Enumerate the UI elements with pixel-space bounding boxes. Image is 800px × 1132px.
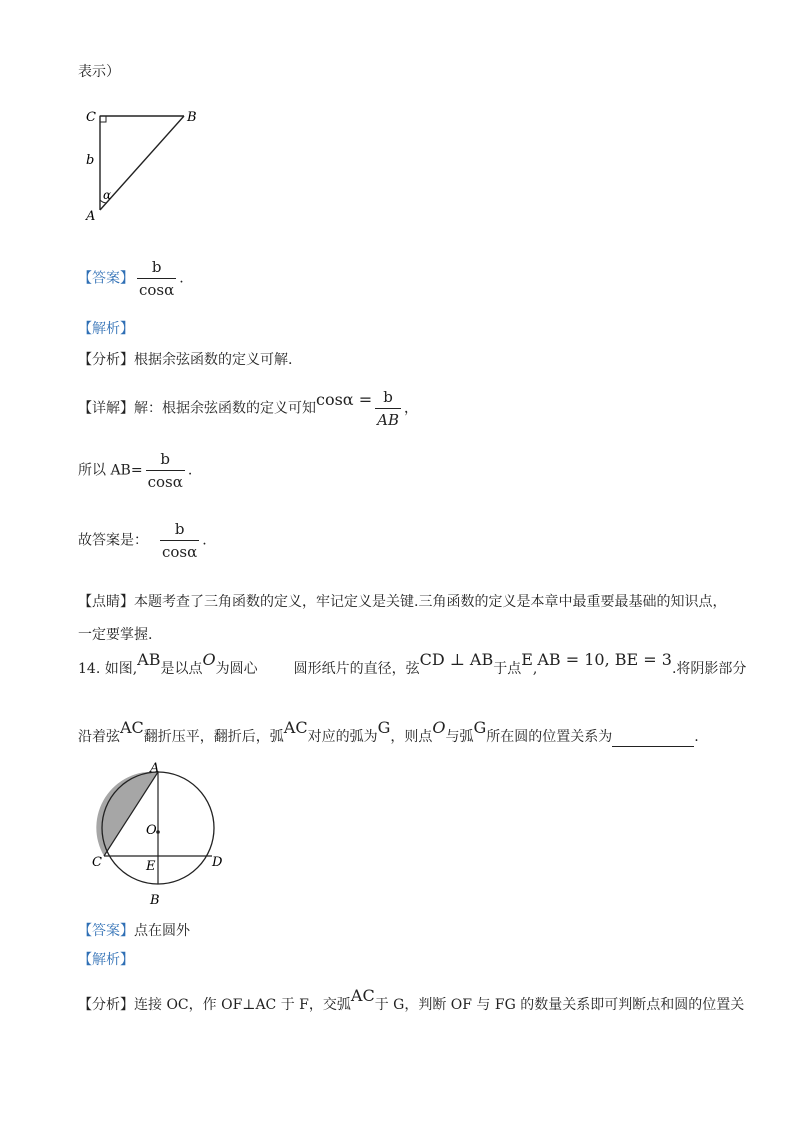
label-a-circle: A: [150, 762, 160, 776]
circle-figure: [88, 762, 238, 910]
fraction-final: $\frac{b}{\cos\alpha}$: [162, 520, 198, 561]
analysis-14: 【解析】: [78, 952, 134, 968]
fraction-so: $\frac{b}{\cos\alpha}$: [147, 450, 183, 491]
comment-13-line1: 【点睛】本题考查了三角函数的定义，牢记定义是关键.三角函数的定义是本章中最重要最基础的知识点，: [78, 594, 727, 610]
label-o: O: [146, 823, 157, 838]
answer-14: 【答案】点在圆外: [78, 923, 190, 939]
fraction-b-ab: $\frac{b}{AB}$: [377, 388, 399, 429]
question-14-line1: 14. 如图,AB是以点O为圆心 圆形纸片的直径，弦CD ⊥ AB于点E,AB = 10, BE = 3.将阴影部分: [78, 650, 747, 677]
analysis-13: 【解析】: [78, 321, 134, 337]
comment-13-line2: 一定要掌握.: [78, 627, 153, 643]
fraction-b-cos: $\frac{b}{\cos\alpha}$: [139, 258, 175, 299]
answer-blank: [612, 732, 694, 747]
so-13: 所以 AB= $\frac{b}{\cos\alpha}$ .: [78, 450, 193, 491]
label-e: E: [146, 859, 156, 874]
label-a: A: [86, 209, 96, 224]
intro-text: 表示）: [78, 64, 120, 80]
label-b-vertex: B: [187, 110, 197, 125]
label-d: D: [212, 855, 223, 870]
final-13: 故答案是： $\frac{b}{\cos\alpha}$ .: [78, 520, 207, 561]
label-alpha: α: [103, 188, 112, 202]
question-14-line2: 沿着弦AC翻折压平，翻折后，弧AC对应的弧为G，则点O与弧G所在圆的位置关系为 .: [78, 718, 699, 745]
fenxi-14: 【分析】连接 OC，作 OF⊥AC 于 F，交弧AC于 G，判断 OF 与 FG 的数量关系即可判断点和圆的位置关: [78, 986, 745, 1013]
fenxi-13: 【分析】根据余弦函数的定义可解.: [78, 352, 293, 368]
label-c-circle: C: [92, 855, 102, 870]
answer-tag: 【答案】: [78, 270, 134, 287]
triangle-figure: [80, 104, 210, 226]
label-b-circle: B: [150, 893, 160, 908]
label-c: C: [86, 110, 96, 125]
detail-13: 【详解】解：根据余弦函数的定义可知cosα = $\frac{b}{AB}$ ，: [78, 388, 418, 429]
answer-13: 【答案】 $\frac{b}{\cos\alpha}$ .: [78, 258, 184, 299]
label-side-b: b: [86, 153, 95, 168]
